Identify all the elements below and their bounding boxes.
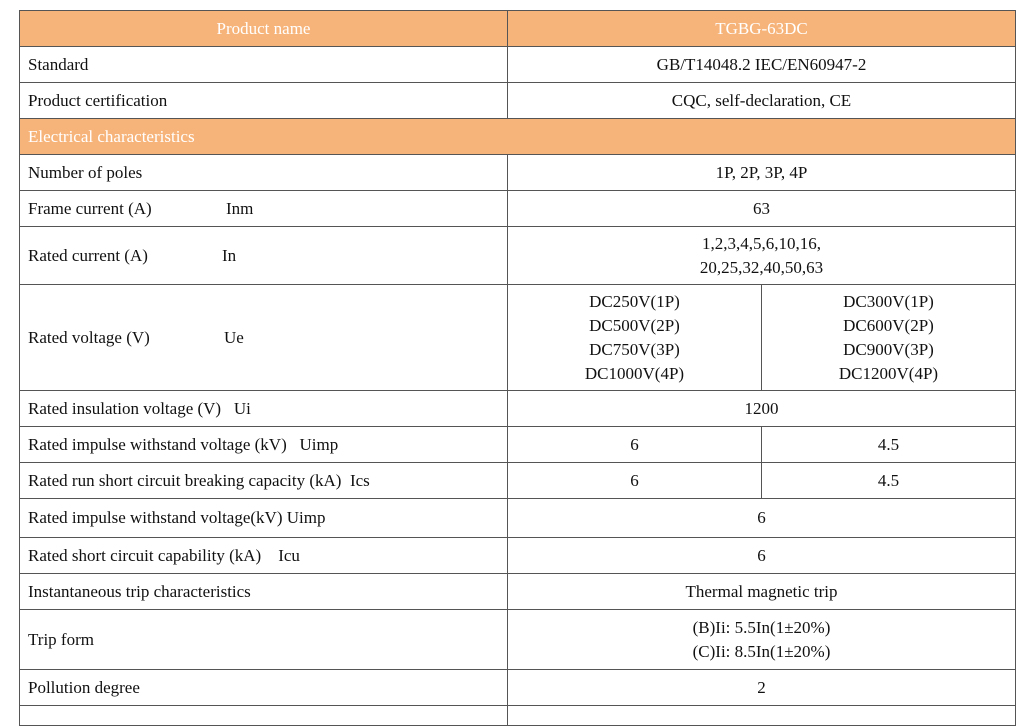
- trip-form-label: Trip form: [20, 610, 508, 670]
- frame-current-cell: [20, 191, 508, 227]
- partial-cell: [508, 706, 1016, 726]
- spec-table: [19, 10, 1016, 726]
- row-certification: [20, 83, 1016, 119]
- row-trip-characteristics: [20, 574, 1016, 610]
- rated-voltage-right: [762, 285, 1016, 391]
- frame-current-label: Frame current (A): [28, 198, 152, 218]
- frame-current-value: 63: [508, 191, 1016, 227]
- row-standard: [20, 47, 1016, 83]
- standard-value: GB/T14048.2 IEC/EN60947-2: [508, 47, 1016, 83]
- row-rated-current: [20, 227, 1016, 285]
- impulse-voltage-right: 4.5: [762, 427, 1016, 463]
- ics-label: Rated run short circuit breaking capacity (kA) Ics: [20, 463, 508, 499]
- header-value: TGBG-63DC: [508, 11, 1016, 47]
- row-rated-voltage: [20, 285, 1016, 391]
- header-label: Product name: [20, 11, 508, 47]
- voltage-line: DC1000V(4P): [584, 363, 685, 383]
- trip-form-line: (C)Ii: 8.5In(1±20%): [692, 641, 831, 661]
- trip-characteristics-label: Instantaneous trip characteristics: [20, 574, 508, 610]
- rated-current-value: [508, 227, 1016, 285]
- certification-label: Product certification: [20, 83, 508, 119]
- voltage-line: DC500V(2P): [589, 315, 680, 335]
- icu-label: Rated short circuit capability (kA) Icu: [20, 538, 508, 574]
- row-trip-form: [20, 610, 1016, 670]
- frame-current-symbol: Inm: [226, 198, 254, 218]
- insulation-voltage-value: 1200: [508, 391, 1016, 427]
- voltage-line: DC900V(3P): [843, 339, 934, 359]
- rated-current-cell: [20, 227, 508, 285]
- rated-voltage-symbol: Ue: [224, 327, 244, 347]
- partial-cell: [20, 706, 508, 726]
- insulation-voltage-label: Rated insulation voltage (V) Ui: [20, 391, 508, 427]
- voltage-line: DC250V(1P): [589, 291, 680, 311]
- row-ics: [20, 463, 1016, 499]
- pollution-value: 2: [508, 670, 1016, 706]
- rated-current-line: 1,2,3,4,5,6,10,16,: [702, 233, 821, 253]
- impulse-voltage-2-value: 6: [508, 499, 1016, 538]
- rated-current-line: 20,25,32,40,50,63: [699, 257, 824, 277]
- impulse-voltage-left: 6: [508, 427, 762, 463]
- row-impulse-voltage: [20, 427, 1016, 463]
- trip-form-line: (B)Ii: 5.5In(1±20%): [692, 617, 831, 637]
- row-insulation-voltage: [20, 391, 1016, 427]
- voltage-line: DC600V(2P): [843, 315, 934, 335]
- rated-current-label: Rated current (A): [28, 245, 148, 265]
- trip-form-value: [508, 610, 1016, 670]
- row-impulse-voltage-2: [20, 499, 1016, 538]
- row-frame-current: [20, 191, 1016, 227]
- impulse-voltage-label: Rated impulse withstand voltage (kV) Uimp: [20, 427, 508, 463]
- ics-right: 4.5: [762, 463, 1016, 499]
- poles-label: Number of poles: [20, 155, 508, 191]
- impulse-voltage-2-label: Rated impulse withstand voltage(kV) Uimp: [20, 499, 508, 538]
- poles-value: 1P, 2P, 3P, 4P: [508, 155, 1016, 191]
- row-poles: [20, 155, 1016, 191]
- trip-characteristics-value: Thermal magnetic trip: [508, 574, 1016, 610]
- header-row: [20, 11, 1016, 47]
- row-partial: [20, 706, 1016, 726]
- rated-current-symbol: In: [222, 245, 237, 265]
- pollution-label: Pollution degree: [20, 670, 508, 706]
- row-icu: [20, 538, 1016, 574]
- rated-voltage-cell: [20, 285, 508, 391]
- certification-value: CQC, self-declaration, CE: [508, 83, 1016, 119]
- voltage-line: DC1200V(4P): [838, 363, 939, 383]
- icu-value: 6: [508, 538, 1016, 574]
- section-row: [20, 119, 1016, 155]
- standard-label: Standard: [20, 47, 508, 83]
- rated-voltage-label: Rated voltage (V): [28, 327, 150, 347]
- voltage-line: DC750V(3P): [589, 339, 680, 359]
- voltage-line: DC300V(1P): [843, 291, 934, 311]
- section-label: Electrical characteristics: [20, 119, 1016, 155]
- ics-left: 6: [508, 463, 762, 499]
- rated-voltage-left: [508, 285, 762, 391]
- row-pollution: [20, 670, 1016, 706]
